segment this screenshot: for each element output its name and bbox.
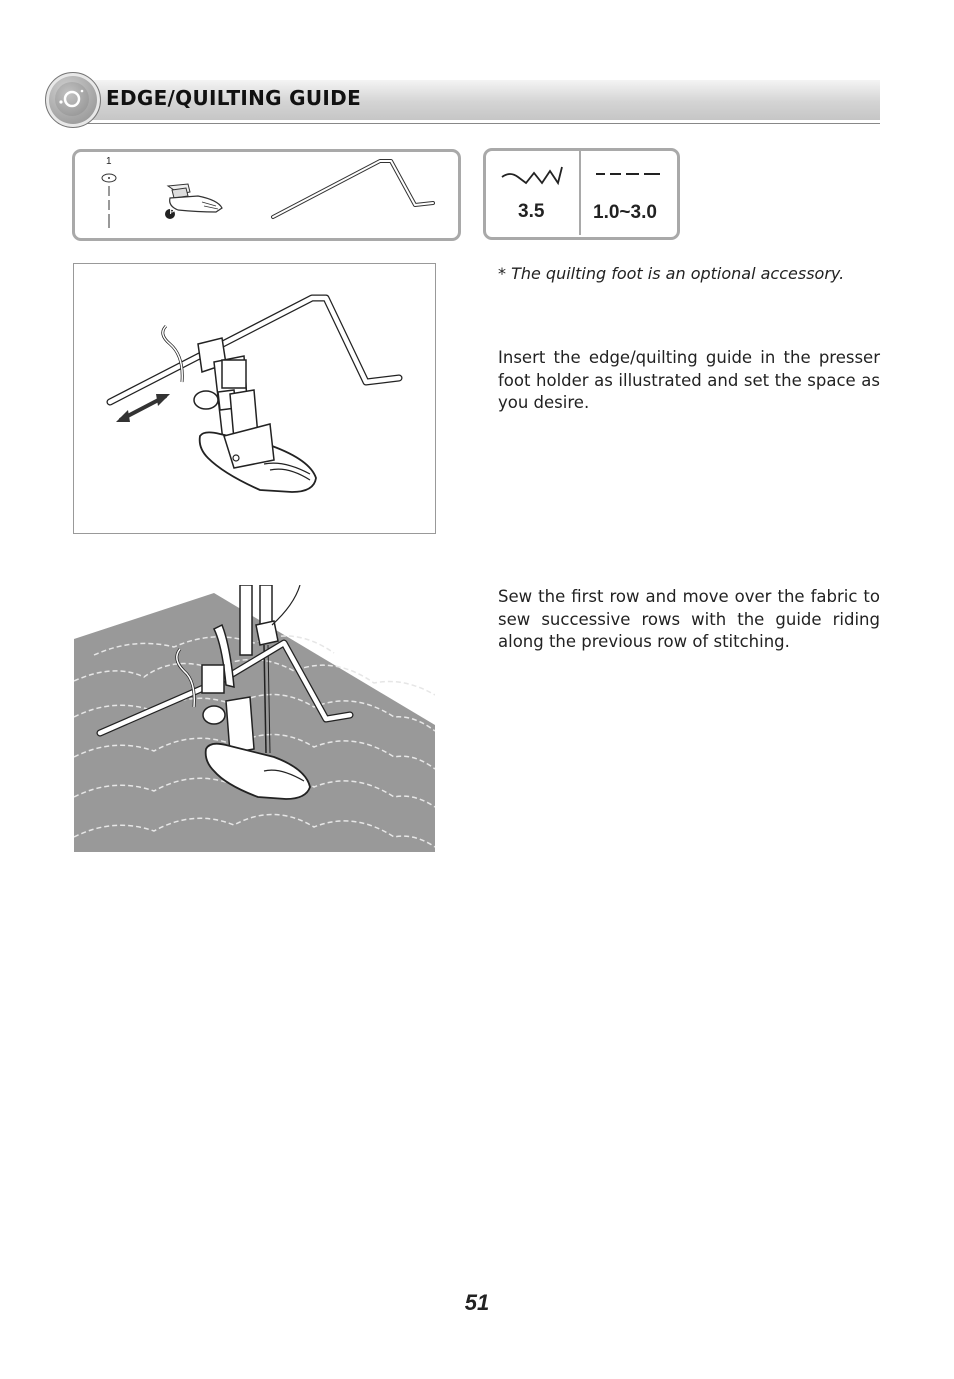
sewing-machine-dial-icon — [55, 82, 89, 116]
stitch-length-value: 1.0~3.0 — [593, 202, 657, 223]
stitch-width-value: 3.5 — [518, 201, 545, 222]
presser-foot-icon — [158, 178, 228, 224]
needle-position-icon — [95, 168, 125, 230]
optional-accessory-note: * The quilting foot is an optional accessory. — [498, 264, 845, 283]
zigzag-width-icon — [500, 163, 566, 187]
header-divider — [58, 123, 880, 124]
quilting-rows-illustration — [74, 585, 435, 852]
instruction-sew-rows: Sew the first row and move over the fabric to sew successive rows with the guide riding along the previous row of stitching. — [498, 587, 880, 651]
page-number: 51 — [464, 1290, 490, 1315]
guide-insertion-illustration — [73, 263, 436, 534]
stitch-settings-panel — [483, 148, 680, 240]
instruction-insert-guide: Insert the edge/quilting guide in the presser foot holder as illustrated and set the space as you desire. — [498, 348, 880, 412]
page-title: EDGE/QUILTING GUIDE — [106, 86, 362, 110]
edge-guide-bar-icon — [265, 155, 440, 225]
needle-position-label: 1 — [106, 156, 112, 167]
stitch-length-icon — [594, 168, 664, 180]
presser-foot-letter: P — [169, 209, 175, 216]
